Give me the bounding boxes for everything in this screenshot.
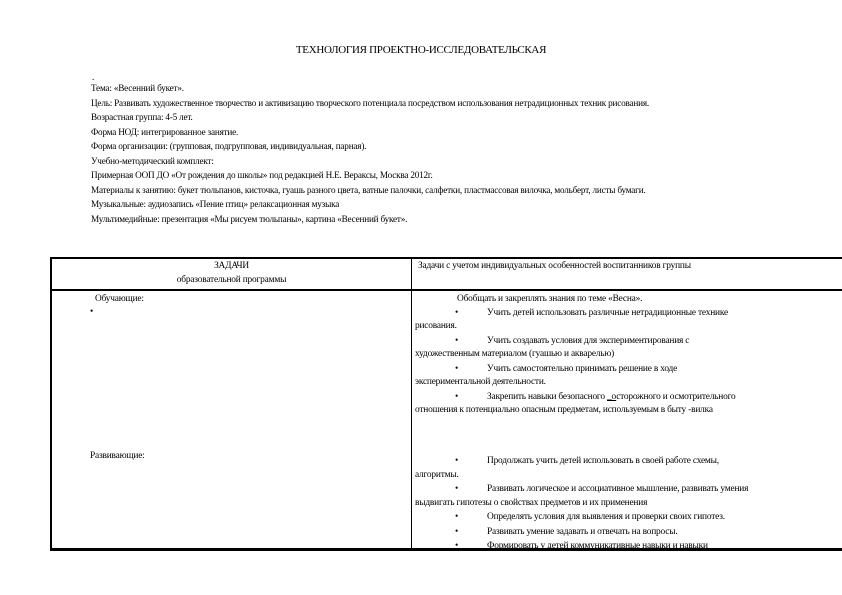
bullet-icon: • xyxy=(455,512,459,522)
task-item: • Закрепить навыки безопасного _осторожного и осмотрительного отношения к потенциально опасным предметам, используемым в быту -вилка xyxy=(415,391,736,415)
music-line: Музыкальные: аудиозапись «Пение птиц» релаксационная музыка xyxy=(91,199,340,209)
bullet-icon: • xyxy=(455,335,459,346)
task-item: • Продолжать учить детей использовать в своей работе схемы, алгоритмы. xyxy=(415,456,719,480)
goal-line: Цель: Развивать художественное творчество и активизацию творческого потенциала посредством использования нетрадиционных техник рисования. xyxy=(91,97,649,108)
document-title: ТЕХНОЛОГИЯ ПРОЕКТНО-ИССЛЕДОВАТЕЛЬСКАЯ xyxy=(295,44,547,56)
methodical-kit-line: Учебно-методический комплект: xyxy=(91,155,214,166)
org-form-line: Форма организации: (групповая, подгрупповая, индивидуальная, парная). xyxy=(91,141,367,151)
theme-line: Тема: «Весенний букет». xyxy=(91,83,184,93)
task-item: • Развивать умение задавать и отвечать на вопросы. xyxy=(415,526,842,540)
program-line: Примерная ООП ДО «От рождения до школы» под редакцией Н.Е. Вераксы, Москва 2012г. xyxy=(91,170,433,180)
column-divider xyxy=(411,259,412,548)
multimedia-line: Мультимедийные: презентация «Мы рисуем тюльпаны», картина «Весенний букет». xyxy=(91,213,408,224)
bullet-icon: • xyxy=(455,456,459,466)
bullet-icon: • xyxy=(455,307,459,318)
bullet-icon: • xyxy=(455,526,459,537)
materials-line: Материалы к занятию: букет тюльпанов, кисточка, гуашь разного цвета, ватные палочки, салфетки, пластмассовая вилочка, мольберт, листы бумаги. xyxy=(91,184,646,195)
bullet-icon: • xyxy=(455,541,459,551)
intro-line: Обобщать и закреплять знания по теме «Весна». xyxy=(457,294,643,304)
bullet-icon: • xyxy=(455,484,459,494)
header-right-cell: Задачи с учетом индивидуальных особенностей воспитанников группы xyxy=(418,261,691,271)
task-item: • Формировать у детей коммуникативные навыки и навыки xyxy=(415,540,842,554)
tasks-table xyxy=(50,257,842,551)
teaching-bullet: • xyxy=(90,307,94,317)
info-block xyxy=(50,82,820,227)
task-item: • Учить создавать условия для экспериментирования с художественным материалом (гуашью и акварелью) xyxy=(415,335,690,359)
header-left-subtitle: образовательной программы xyxy=(176,274,287,285)
task-item: • Учить детей использовать различные нетрадиционные технике рисования. xyxy=(415,307,728,331)
right-tasks-cell xyxy=(415,293,842,419)
bullet-icon: • xyxy=(455,363,459,374)
dot-mark: . xyxy=(92,72,95,82)
right-developing-cell xyxy=(415,455,842,555)
header-left-cell xyxy=(52,260,411,287)
bullet-icon: • xyxy=(455,391,459,402)
header-divider xyxy=(52,289,842,291)
developing-label: Развивающие: xyxy=(90,451,145,461)
header-left-title: ЗАДАЧИ xyxy=(214,261,249,271)
nod-form-line: Форма НОД: интегрированное занятие. xyxy=(91,126,239,137)
task-item: • Учить самостоятельно принимать решение в ходе экспериментальной деятельности. xyxy=(415,363,678,387)
age-group-line: Возрастная группа: 4-5 лет. xyxy=(91,112,193,122)
task-item: • Определять условия для выявления и проверки своих гипотез. xyxy=(415,511,842,525)
task-item: • Развивать логическое и ассоциативное мышление, развивать умения выдвигать гипотезы о свойствах предметов и их применения xyxy=(415,484,749,508)
teaching-label: Обучающие: xyxy=(95,294,144,304)
